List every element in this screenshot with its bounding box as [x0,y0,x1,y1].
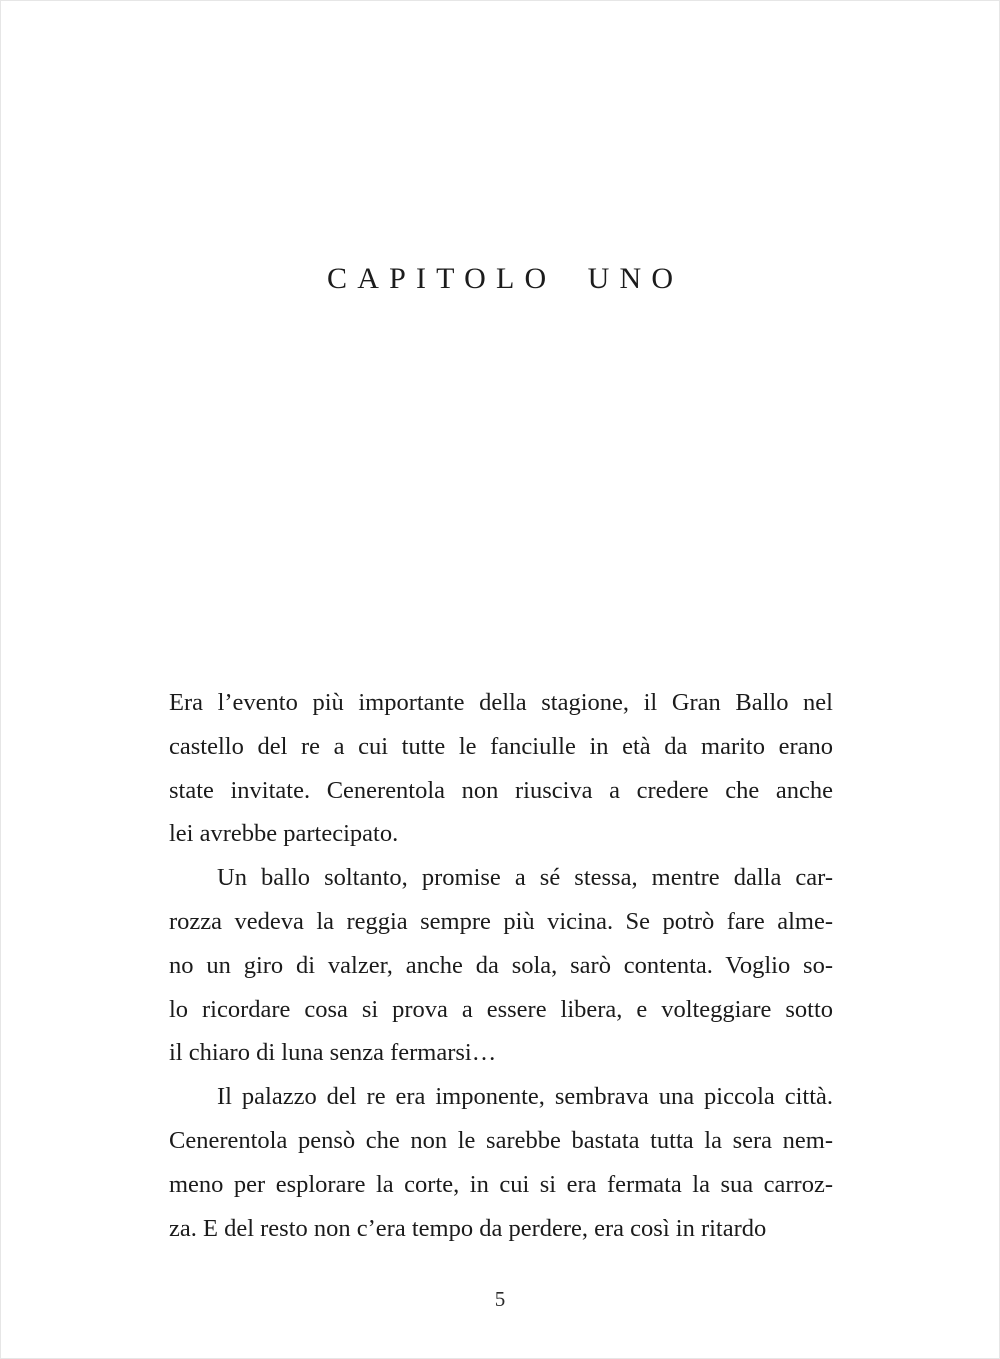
text-line: lo ricordare cosa si prova a essere libera, e volteggiare sotto [169,995,833,1023]
text-line: lei avrebbe partecipato. [169,820,399,848]
text-line: state invitate. Cenerentola non riusciva a credere che anche [169,776,833,804]
text-line: meno per esplorare la corte, in cui si era fermata la sua carroz- [169,1170,833,1198]
body-text [169,681,833,1250]
text-line: no un giro di valzer, anche da sola, sarò contenta. Voglio so- [169,951,833,979]
text-line: Un ballo soltanto, promise a sé stessa, mentre dalla car- [217,864,833,892]
chapter-title: CAPITOLO UNO [327,262,684,295]
paragraph [169,1075,833,1250]
text-line: il chiaro di luna senza fermarsi… [169,1039,497,1067]
text-line: rozza vedeva la reggia sempre più vicina. Se potrò fare alme- [169,907,833,935]
page-number: 5 [494,1287,506,1311]
text-line: castello del re a cui tutte le fanciulle in età da marito erano [169,732,833,760]
text-line: za. E del resto non c’era tempo da perdere, era così in ritardo [169,1214,767,1242]
text-line: Era l’evento più importante della stagione, il Gran Ballo nel [169,689,833,716]
paragraph [169,681,833,856]
text-line: Il palazzo del re era imponente, sembrava una piccola città. [217,1083,833,1111]
text-line: Cenerentola pensò che non le sarebbe bastata tutta la sera nem- [169,1126,833,1154]
paragraph [169,856,833,1075]
